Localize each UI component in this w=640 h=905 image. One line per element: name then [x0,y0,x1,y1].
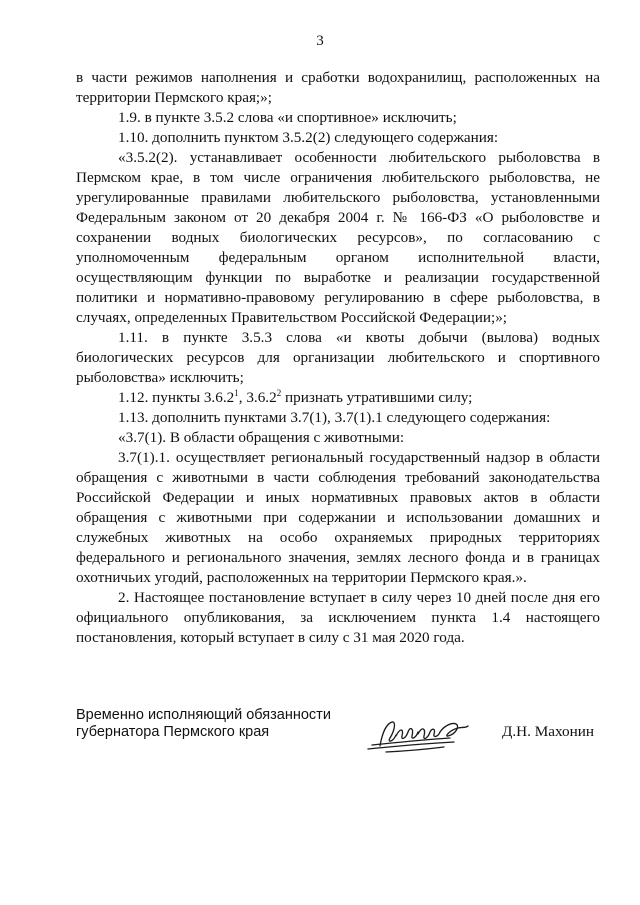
signatory-title-line-1: Временно исполняющий обязанности [76,707,331,723]
page-number: 3 [316,33,324,49]
paragraph-3-7-1: «3.7(1). В области обращения с животными: [118,429,405,446]
paragraph-1-12 [76,388,600,408]
paragraph-3-5-2-2: «3.5.2(2). устанавливает особенности любительского рыболовства в Пермском крае, в том числе ограничения любительского рыболовства, не урегулированные правилами любительского рыболовства, установленными Федеральным законом от 20 декабря 2004 г. № 166-ФЗ «О рыболовстве и сохранении водных биологических ресурсов», по согласованию с уполномоченным федеральным органом исполнительной власти, осуществляющим функции по выработке и реализации государственной политики и нормативно-правовому регулированию в сфере рыболовства, в случаях, определенных Правительством Российской Федерации;»; [76,149,600,326]
superscript-1: 1 [234,387,239,398]
paragraph-1-13: 1.13. дополнить пунктами 3.7(1), 3.7(1).1 следующего содержания: [118,409,551,426]
superscript-2: 2 [276,387,282,398]
signatory-title [76,707,366,741]
body-text [76,68,600,648]
paragraph-1-12-pre: 1.12. пункты 3.6.2 [118,389,235,406]
paragraph-continuation: в части режимов наполнения и сработки водохранилищ, расположенных на территории Пермского края;»; [76,69,600,106]
paragraph-1-9: 1.9. в пункте 3.5.2 слова «и спортивное» исключить; [118,109,457,126]
signer-name: Д.Н. Махонин [502,723,594,740]
handwritten-signature-icon [366,716,470,756]
paragraph-1-12-post: признать утратившими силу; [281,389,473,406]
paragraph-2: 2. Настоящее постановление вступает в силу через 10 дней после дня его официального опубликования, за исключением пункта 1.4 настоящего постановления, который вступает в силу с 31 мая 2020 года. [76,589,600,646]
paragraph-1-11: 1.11. в пункте 3.5.3 слова «и квоты добычи (вылова) водных биологических ресурсов для организации любительского и спортивного рыболовства» исключить; [76,329,600,386]
paragraph-1-12-mid: , 3.6.2 [238,389,277,406]
paragraph-1-10: 1.10. дополнить пунктом 3.5.2(2) следующего содержания: [118,129,499,146]
paragraph-3-7-1-1: 3.7(1).1. осуществляет региональный государственный надзор в области обращения с животными в части соблюдения требований законодательства Российской Федерации и иных нормативных правовых актов в области обращения с животными при содержании и использовании домашних и служебных животных на особо охраняемых природных территориях федерального и регионального значения, землях лесного фонда и в границах охотничьих угодий, расположенных на территории Пермского края.». [76,449,600,586]
signatory-title-line-2: губернатора Пермского края [76,724,270,740]
